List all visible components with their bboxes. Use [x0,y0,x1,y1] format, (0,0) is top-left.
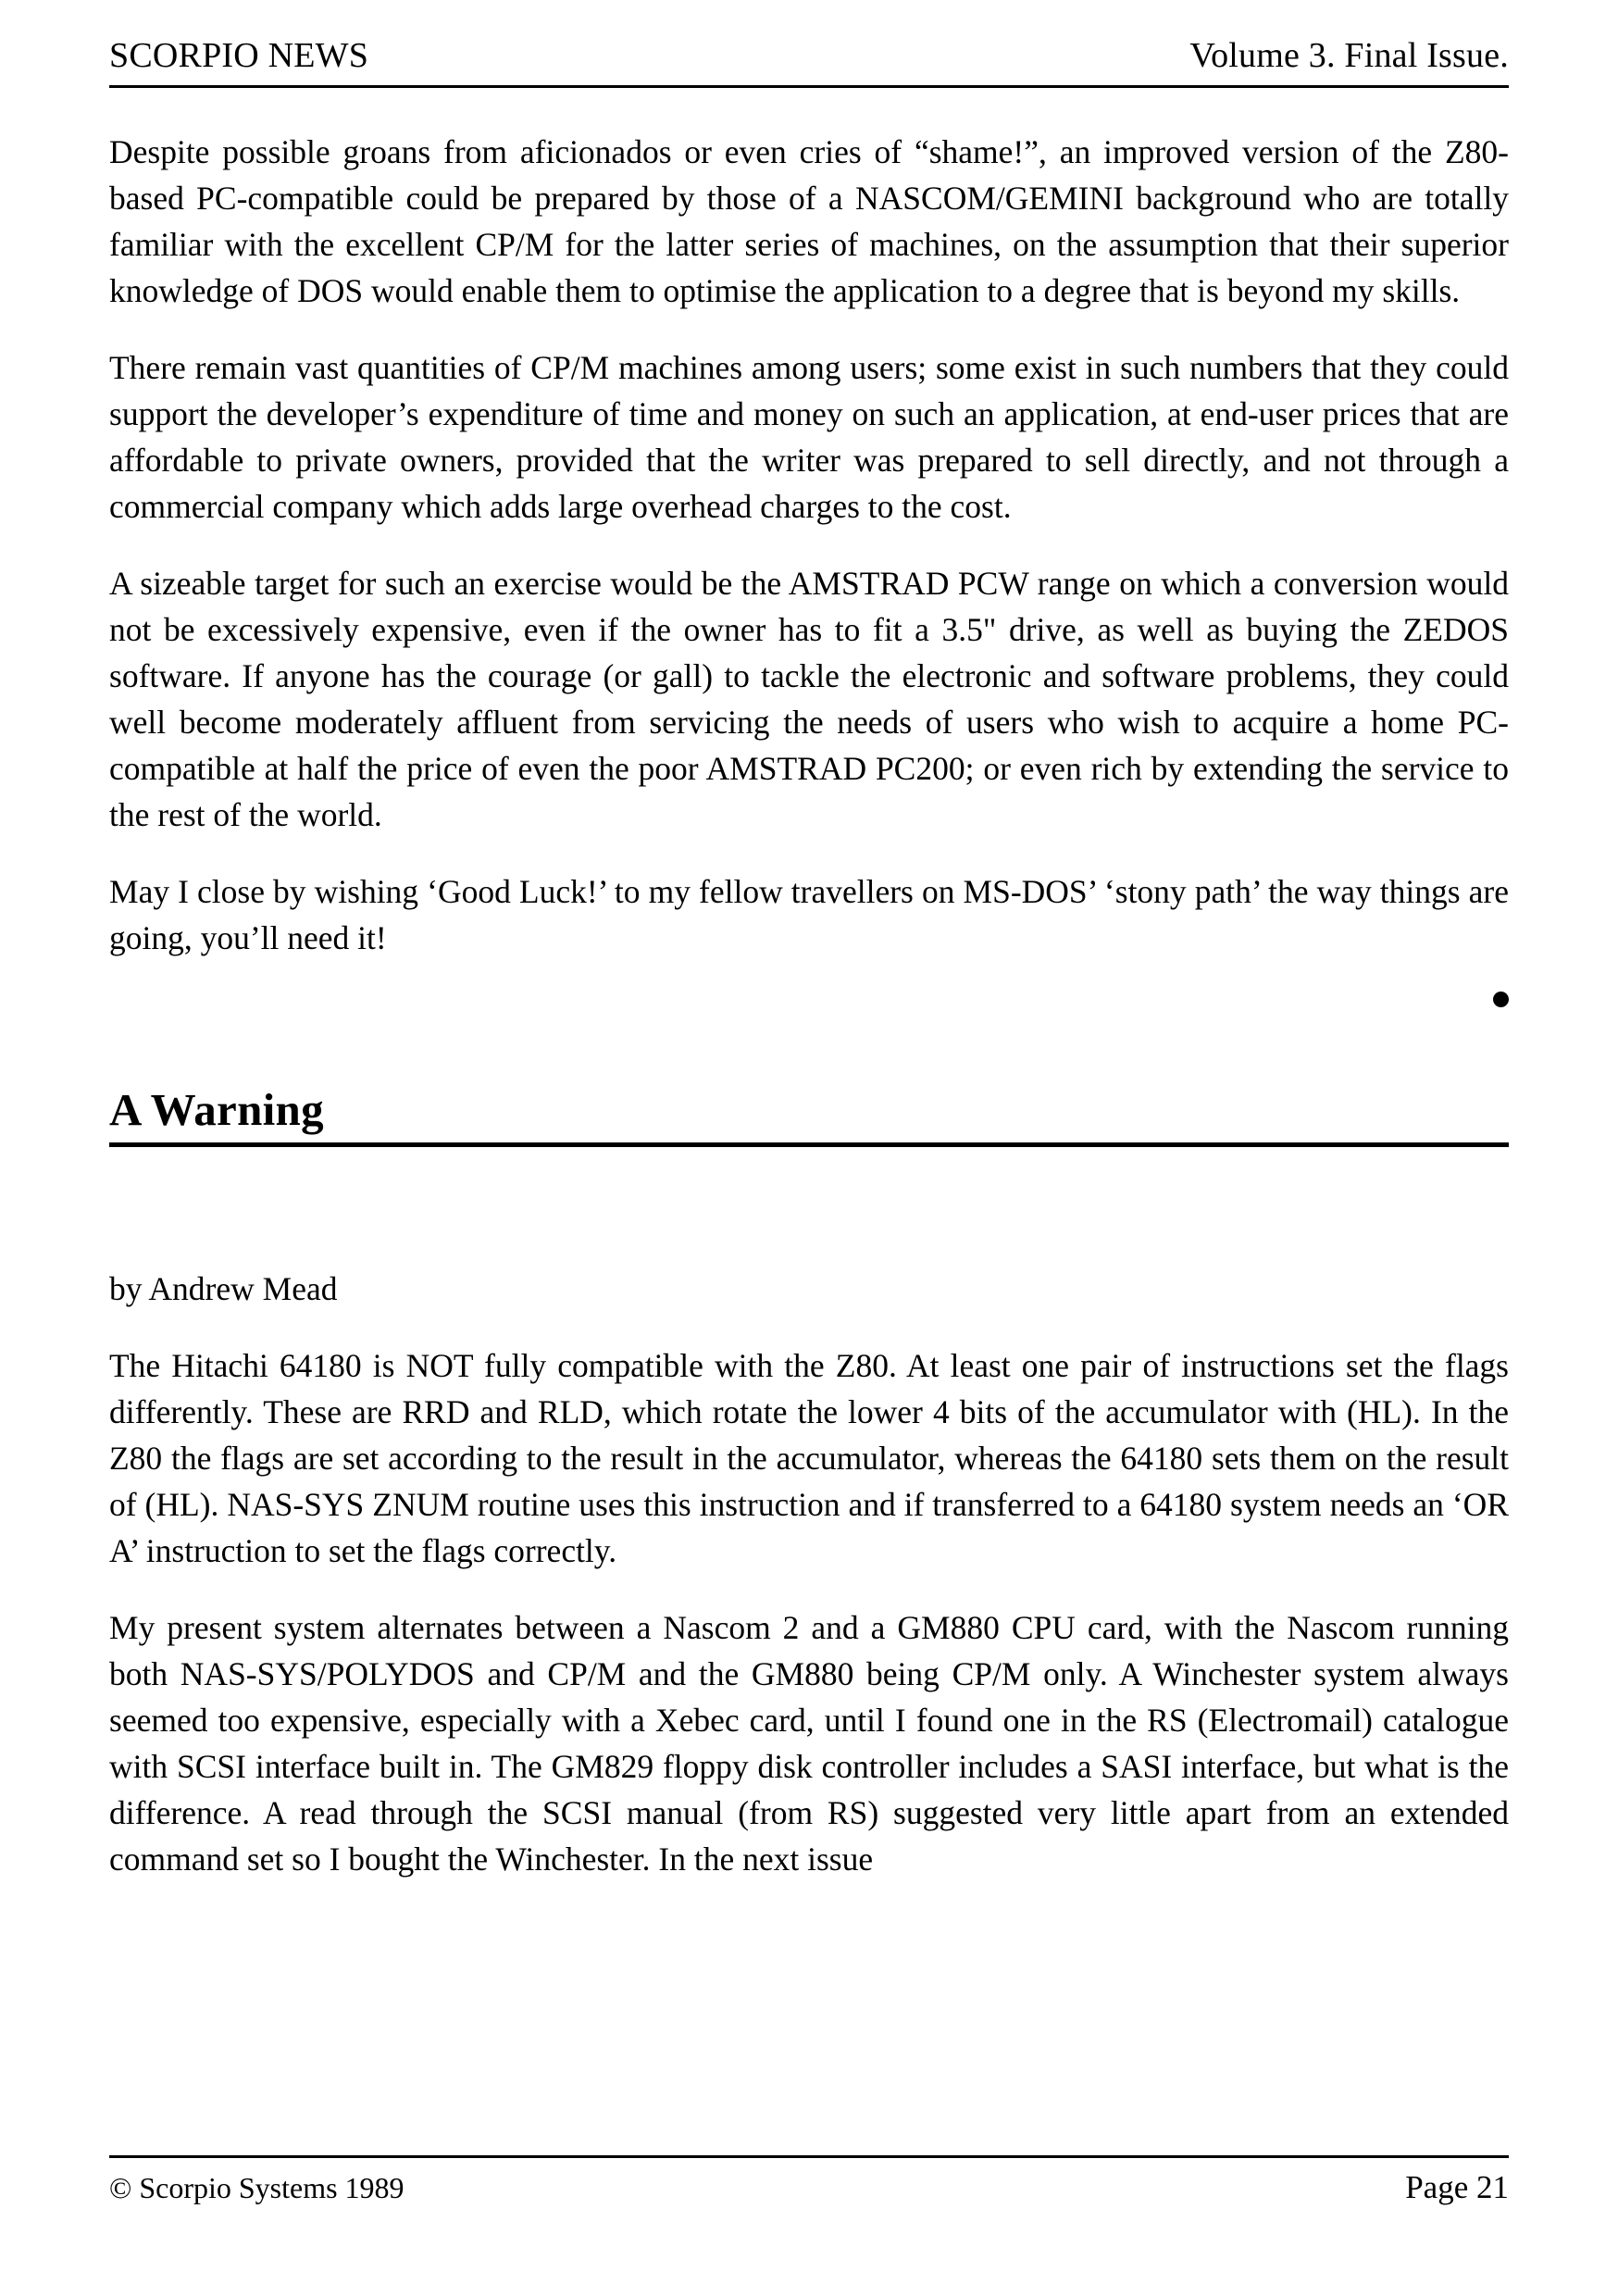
header-divider [109,85,1509,88]
page-footer [109,2155,1509,2206]
footer-page-number: Page 21 [1405,2169,1509,2205]
warning-paragraph-2: My present system alternates between a Nascom 2 and a GM880 CPU card, with the Nascom running both NAS-SYS/POLYDOS and CP/M and the GM880 being CP/M only. A Winchester system always seemed too expensive, especially with a Xebec card, until I found one in the RS (Electromail) catalogue with SCSI interface built in. The GM829 floppy disk controller includes a SASI interface, but what is the difference. A read through the SCSI manual (from RS) suggested very little apart from an extended command set so I bought the Winchester. In the next issue [109,1609,1509,1878]
section-title: A Warning [109,1084,324,1135]
running-head [109,35,1509,85]
footer-row [109,2169,1509,2206]
end-of-article-bullet-icon [1493,992,1509,1007]
paragraph-4-closing [109,868,1509,961]
warning-section [109,1083,1509,1147]
footer-copyright: © Scorpio Systems 1989 [109,2171,404,2204]
closing-text: May I close by wishing ‘Good Luck!’ to my fellow travellers on MS-DOS’ ‘stony path’ the way things are going, you’ll need it! [109,873,1509,956]
article-byline: by Andrew Mead [109,1270,338,1307]
paragraph-2: There remain vast quantities of CP/M machines among users; some exist in such numbers that they could support the developer’s expenditure of time and money on such an application, at end-user prices that are affordable to private owners, provided that the writer was prepared to sell directly, and not through a commercial company which adds large overhead charges to the cost. [109,349,1509,525]
running-head-issue: Volume 3. Final Issue. [1189,36,1509,75]
paragraph-3: A sizeable target for such an exercise would be the AMSTRAD PCW range on which a conversion would not be excessively expensive, even if the owner has to fit a 3.5" drive, as well as buying the ZEDOS software. If anyone has the courage (or gall) to tackle the electronic and software problems, they could well become moderately affluent from servicing the needs of users who wish to acquire a home PC-compatible at half the price of even the poor AMSTRAD PC200; or even rich by extending the service to the rest of the world. [109,565,1509,833]
running-head-publication: SCORPIO NEWS [109,36,369,75]
page-content [109,35,1509,1882]
end-mark-line [109,992,1509,1007]
warning-paragraph-1: The Hitachi 64180 is NOT fully compatible with the Z80. At least one pair of instructions set the flags differently. These are RRD and RLD, which rotate the lower 4 bits of the accumulator with (HL). In the Z80 the flags are set according to the result in the accumulator, whereas the 64180 sets them on the result of (HL). NAS-SYS ZNUM routine uses this instruction and if transferred to a 64180 system needs an ‘OR A’ instruction to set the flags correctly. [109,1347,1509,1569]
section-title-divider [109,1142,1509,1147]
paragraph-1: Despite possible groans from aficionados or even cries of “shame!”, an improved version of the Z80-based PC-compatible could be prepared by those of a NASCOM/GEMINI background who are totally familiar with the excellent CP/M for the latter series of machines, on the assumption that their superior knowledge of DOS would enable them to optimise the application to a degree that is beyond my skills. [109,133,1509,309]
footer-divider [109,2155,1509,2158]
